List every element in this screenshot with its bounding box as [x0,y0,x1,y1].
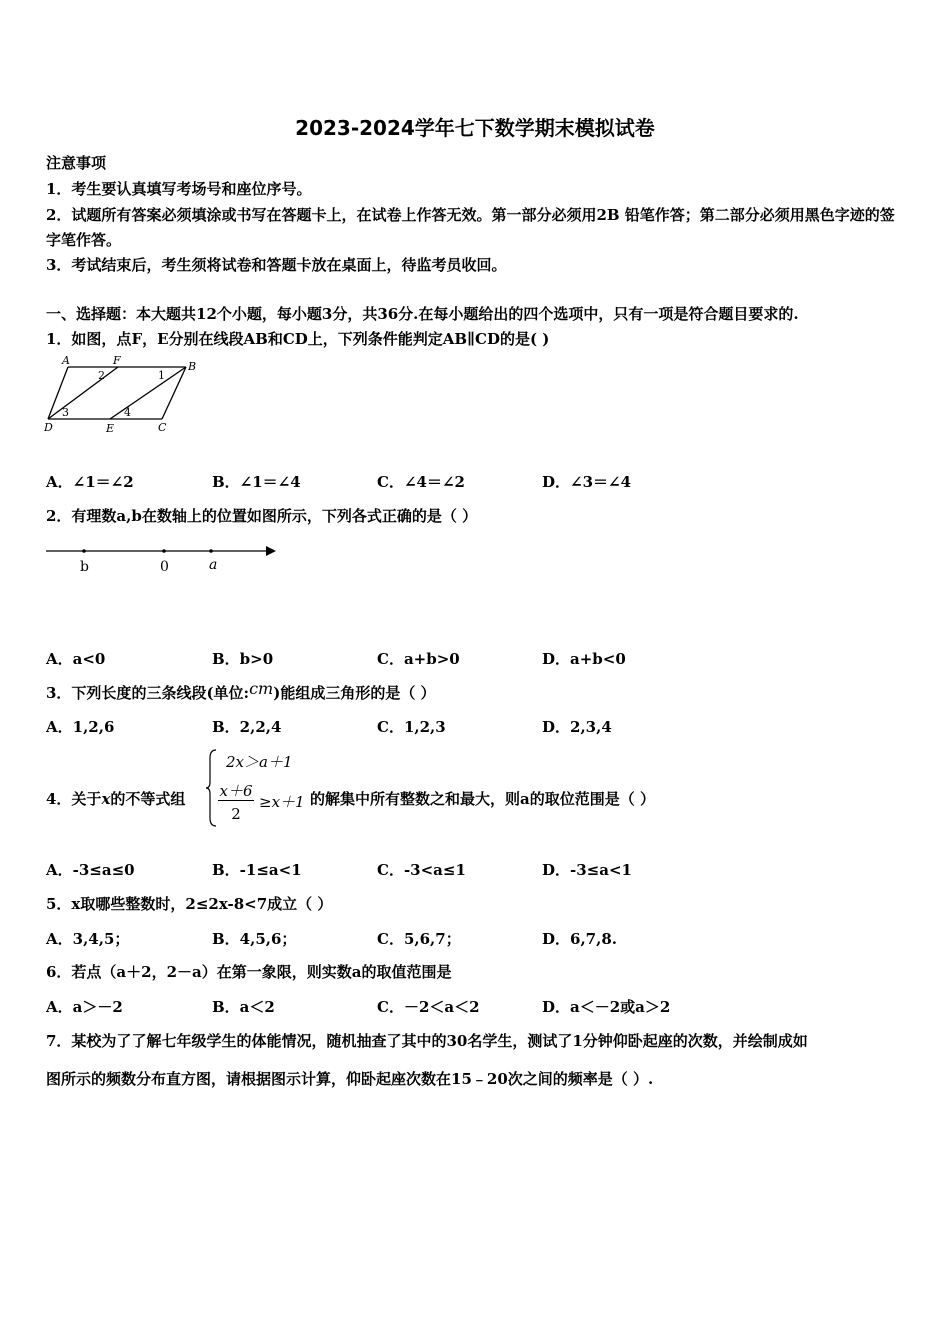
question-3-stem-end: )能组成三角形的是（ ） [273,684,436,702]
question-3-stem [46,679,436,703]
question-5-stem: 5．x取哪些整数时，2≤2x-8<7成立（ ） [46,895,333,913]
variable-x: x [101,790,111,808]
question-3-option-d[interactable]: D．2,3,4 [542,718,612,736]
question-5-option-d[interactable]: D．6,7,8. [542,930,617,948]
point-b [82,549,86,553]
question-4-option-b[interactable]: B．-1≤a<1 [212,861,302,879]
label-b: b [80,559,89,575]
question-6-stem: 6．若点（a＋2，2－a）在第一象限，则实数a的取值范围是 [46,963,452,981]
angle-1-label: 1 [158,369,165,382]
angle-2-label: 2 [98,369,105,382]
notice-item-3: 3．考试结束后，考生须将试卷和答题卡放在桌面上，待监考员收回。 [46,256,507,274]
question-2-stem: 2．有理数a,b在数轴上的位置如图所示，下列各式正确的是（ ） [46,507,478,525]
fraction-numerator: x＋6 [219,782,253,800]
question-4-system-label: 的不等式组 [110,790,186,808]
label-a: A [62,355,70,367]
question-4-option-c[interactable]: C．-3<a≤1 [377,861,466,879]
unit-cm: cm [249,679,274,698]
question-5-option-c[interactable]: C．5,6,7； [377,930,461,948]
question-7-stem-line-1: 7．某校为了了解七年级学生的体能情况，随机抽查了其中的30名学生，测试了1分钟仰卧起座的次数，并绘制成如 [46,1032,808,1050]
angle-3-label: 3 [62,406,69,419]
question-3-option-b[interactable]: B．2,2,4 [212,718,282,736]
number-line [44,540,284,580]
question-4-option-d[interactable]: D．-3≤a<1 [542,861,632,879]
axis-arrow [266,546,276,556]
notice-heading: 注意事项 [46,154,107,172]
question-1-stem: 1．如图，点F，E分别在线段AB和CD上，下列条件能判定AB∥CD的是( ) [46,330,550,348]
question-6-option-b[interactable]: B．a＜2 [212,998,275,1016]
question-2-option-b[interactable]: B．b>0 [212,650,274,668]
question-1-option-d[interactable]: D．∠3＝∠4 [542,473,632,491]
question-4-stem-start [46,788,185,809]
question-3-option-c[interactable]: C．1,2,3 [377,718,446,736]
question-5-option-b[interactable]: B．4,5,6； [212,930,297,948]
point-zero [162,549,166,553]
question-2-option-a[interactable]: A．a<0 [46,650,106,668]
question-3-option-a[interactable]: A．1,2,6 [46,718,115,736]
label-b: B [188,360,197,373]
question-2-option-c[interactable]: C．a+b>0 [377,650,460,668]
question-3-stem-start: 3．下列长度的三条线段(单位: [46,684,250,702]
notice-item-2: 2．试题所有答案必须填涂或书写在答题卡上，在试卷上作答无效。第一部分必须用2B 铅笔作答；第二部分必须用黑色字迹的签字笔作答。 [46,206,895,249]
label-e: E [106,422,115,435]
fraction-denominator: 2 [231,805,241,823]
label-f: F [113,355,121,367]
question-1-option-c[interactable]: C．∠4＝∠2 [377,473,465,491]
question-2-option-d[interactable]: D．a+b<0 [542,650,626,668]
question-4-stem-end: 的解集中所有整数之和最大，则a的取位范围是（ ） [310,790,655,808]
point-a [209,549,213,553]
notice-item-1: 1．考生要认真填写考场号和座位序号。 [46,180,312,198]
inequality-1: 2x＞a＋1 [226,753,293,771]
question-1-option-b[interactable]: B．∠1＝∠4 [212,473,301,491]
question-6-option-c[interactable]: C．－2＜a＜2 [377,998,480,1016]
label-d: D [44,421,53,434]
question-4-option-a[interactable]: A．-3≤a≤0 [46,861,135,879]
question-7-stem-line-2: 图所示的频数分布直方图，请根据图示计算，仰卧起座次数在15﹣20次之间的频率是（ ）. [46,1070,654,1088]
section-heading: 一、选择题：本大题共12个小题，每小题3分，共36分.在每小题给出的四个选项中，只有一项是符合题目要求的. [46,305,799,323]
fraction-bar [218,800,254,801]
question-1-figure [40,355,200,435]
page-title: 2023-2024学年七下数学期末模拟试卷 [295,116,655,140]
label-a: a [209,557,218,573]
inequality-2-rhs: ≥x＋1 [259,793,305,811]
label-zero: 0 [160,559,169,575]
question-5-option-a[interactable]: A．3,4,5； [46,930,130,948]
question-4-prefix: 4．关于 [46,790,102,808]
question-1-option-a[interactable]: A．∠1＝∠2 [46,473,134,491]
angle-4-label: 4 [124,406,131,419]
question-6-option-d[interactable]: D．a＜－2或a＞2 [542,998,671,1016]
question-6-option-a[interactable]: A．a＞－2 [46,998,123,1016]
label-c: C [158,421,167,434]
